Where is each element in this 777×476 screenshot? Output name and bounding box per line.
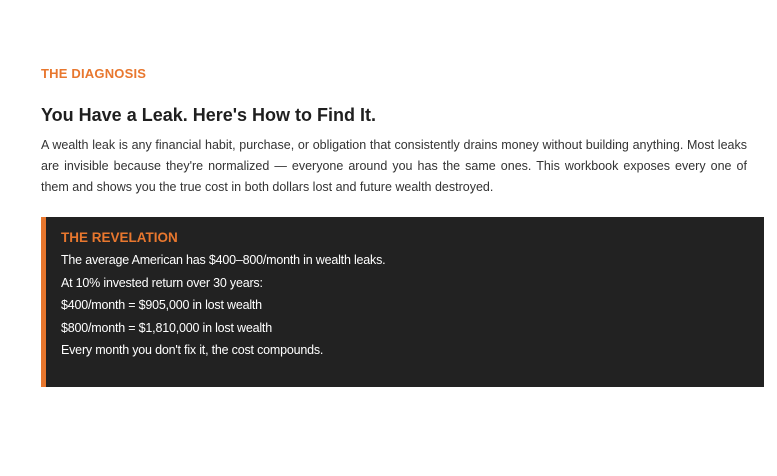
- callout-title: THE REVELATION: [61, 230, 178, 245]
- section-label: THE DIAGNOSIS: [41, 66, 147, 81]
- callout-lines: [61, 249, 385, 362]
- revelation-callout: [41, 217, 764, 387]
- callout-line: $800/month = $1,810,000 in lost wealth: [61, 320, 272, 335]
- callout-line: Every month you don't fix it, the cost compounds.: [61, 343, 324, 357]
- callout-line: $400/month = $905,000 in lost wealth: [61, 298, 262, 312]
- intro-paragraph: A wealth leak is any financial habit, purchase, or obligation that consistently drains money without building anything. Most leaks are invisible because they're normalized — everyone around you has the same ones. This workbook exposes every one of them and shows you the true cost in both dollars lost and future wealth destroyed.: [41, 138, 747, 194]
- callout-line: At 10% invested return over 30 years:: [61, 275, 263, 290]
- page-title: You Have a Leak. Here's How to Find It.: [41, 105, 377, 125]
- callout-line: The average American has $400–800/month in wealth leaks.: [61, 253, 386, 267]
